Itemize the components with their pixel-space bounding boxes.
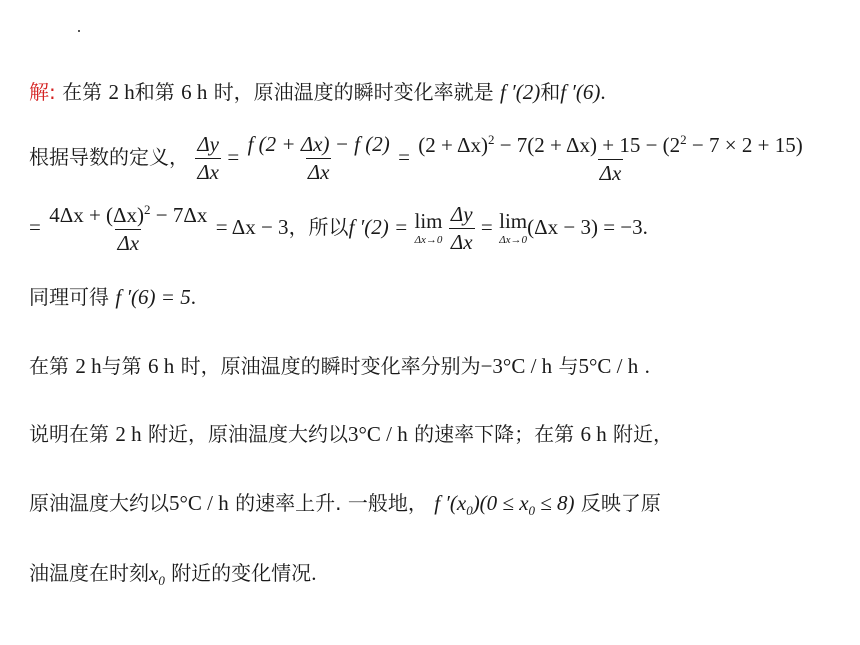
math: 6 h xyxy=(580,422,607,446)
text: 附近， xyxy=(613,422,674,446)
period: . xyxy=(190,285,196,309)
denominator: Δx xyxy=(197,160,220,184)
math: 2 h xyxy=(75,354,102,378)
text: 的速率下降；在第 xyxy=(414,422,575,446)
text: 时，原油温度的瞬时变化率分别为 xyxy=(180,354,481,378)
denominator: Δx xyxy=(307,160,330,184)
stray-dot xyxy=(78,30,80,32)
variable: x xyxy=(149,561,159,585)
denominator: Δx xyxy=(450,230,473,254)
text: 的速率上升 xyxy=(235,491,336,515)
exponent: 2 xyxy=(680,132,687,147)
math: 2 h xyxy=(108,80,135,104)
text: 在第 xyxy=(62,80,103,104)
denominator: Δx xyxy=(117,231,140,255)
solution-label: 解 xyxy=(29,80,49,104)
math: 6 h xyxy=(181,80,208,104)
text: ，所以 xyxy=(288,215,349,239)
limit xyxy=(499,211,527,246)
solution-colon: : xyxy=(49,80,56,104)
math: −3°C / h xyxy=(480,354,553,378)
line-7 xyxy=(29,493,661,517)
numerator: Δy xyxy=(197,132,220,156)
lim: lim xyxy=(499,209,528,233)
math: f ′(2) = xyxy=(348,215,409,239)
text: 说明在第 xyxy=(29,422,109,446)
period: . xyxy=(642,215,648,239)
math: 2 h xyxy=(115,422,142,446)
text: 在第 xyxy=(29,354,69,378)
math: 6 h xyxy=(147,354,175,378)
math: f ′(2) xyxy=(500,80,541,104)
limit-subscript: Δx→0 xyxy=(414,234,443,246)
period: . xyxy=(600,80,606,104)
text: . 一般地， xyxy=(335,491,428,515)
text: 和 xyxy=(540,80,561,104)
fraction xyxy=(416,133,804,184)
expr: − 7 × 2 + 15) xyxy=(686,133,803,157)
expr: − 7(2 + Δx) + 15 − (2 xyxy=(494,133,681,157)
line-2 xyxy=(29,133,805,184)
denominator: Δx xyxy=(599,161,622,185)
equals: = xyxy=(398,145,410,169)
period: . xyxy=(644,354,650,378)
line-6 xyxy=(29,424,673,445)
text: 根据导数的定义， xyxy=(29,145,189,169)
line-5 xyxy=(29,356,650,377)
text: 时，原油温度的瞬时变化率就是 xyxy=(213,80,494,104)
subscript: 0 xyxy=(158,573,165,589)
numerator: Δy xyxy=(450,202,473,226)
text: 原油温度大约以 xyxy=(29,491,169,515)
expr: 4Δx + (Δx) xyxy=(49,203,145,227)
math: 3°C / h xyxy=(347,422,408,446)
math: f ′(6) xyxy=(560,80,601,104)
line-1 xyxy=(29,82,606,103)
expr: ≤ 8) xyxy=(535,491,575,515)
limit xyxy=(415,211,443,246)
line-3 xyxy=(29,203,648,254)
fraction xyxy=(195,134,221,183)
math: (Δx − 3) = −3 xyxy=(527,215,643,239)
limit-subscript: Δx→0 xyxy=(499,234,528,246)
text: 与 xyxy=(558,354,579,378)
line-4 xyxy=(29,287,196,308)
equals: = xyxy=(29,215,41,239)
text: 附近的变化情况 xyxy=(171,561,312,585)
exponent: 2 xyxy=(144,202,151,217)
text: 反映了原 xyxy=(580,491,661,515)
text: 与第 xyxy=(101,354,142,378)
math: = Δx − 3 xyxy=(215,215,289,239)
numerator xyxy=(47,203,209,229)
fraction xyxy=(47,203,209,254)
expr: − 7Δx xyxy=(150,203,208,227)
math xyxy=(149,561,165,589)
lim: lim xyxy=(414,209,443,233)
expr: f ′(x xyxy=(434,491,467,515)
numerator: f (2 + Δx) − f (2) xyxy=(247,132,390,156)
equals: = xyxy=(480,215,493,239)
text: 和第 xyxy=(134,80,175,104)
text: 附近，原油温度大约以 xyxy=(147,422,348,446)
period: . xyxy=(311,561,317,585)
subscript: 0 xyxy=(528,503,536,519)
equals: = xyxy=(227,145,240,169)
expr: (2 + Δx) xyxy=(418,133,488,157)
exponent: 2 xyxy=(487,132,495,147)
math: 5°C / h xyxy=(578,354,639,378)
numerator xyxy=(416,133,804,159)
line-8 xyxy=(29,563,316,587)
subscript: 0 xyxy=(466,503,473,519)
text: 油温度在时刻 xyxy=(29,561,149,585)
text: 同理可得 xyxy=(29,285,109,309)
fraction xyxy=(449,204,475,253)
fraction xyxy=(246,134,392,183)
expr: )(0 ≤ x xyxy=(472,491,529,515)
math: f ′(6) = 5 xyxy=(115,285,191,309)
math xyxy=(434,491,575,519)
math: 5°C / h xyxy=(169,491,229,515)
